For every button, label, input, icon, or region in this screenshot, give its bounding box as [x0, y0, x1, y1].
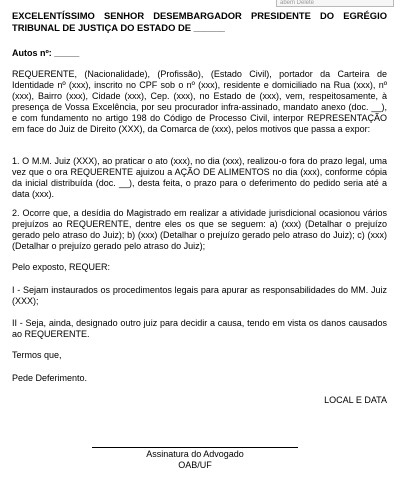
signature-line — [92, 447, 298, 448]
item-1-paragraph: 1. O M.M. Juiz (XXX), ao praticar o ato (xxx), no dia (xxx), realizou-o fora do prazo legal, uma vez que o ora REQUERENTE ajuizou a AÇÃO DE ALIMENTOS no dia (xxx), conforme cópia da inicial distribuída (doc. __), desta feita, o prazo para o deferimento do pedido seria até a data (xxx). — [12, 156, 387, 199]
item-2-paragraph: 2. Ocorre que, a desídia do Magistrado em realizar a atividade jurisdicional ocasionou vários prejuízos ao REQUERENTE, dentre eles os que se seguem: a) (xxx) (Detalhar o prejuízo gerado pelo atraso do Juiz); b) (xxx) (Detalhar o prejuízo gerado pelo atraso do Juiz); c) (xxx) (Detalhar o prejuízo gerado pelo atraso do Juiz); — [12, 208, 387, 251]
request-2-paragraph: II - Seja, ainda, designado outro juiz para decidir a causa, tendo em vista os danos causados ao REQUERENTE. — [12, 318, 387, 339]
oab-label: OAB/UF — [178, 460, 212, 470]
termos-text: Termos que, — [12, 350, 62, 360]
pede-deferimento-text: Pede Deferimento. — [12, 373, 88, 383]
address-bar: abem Delete — [276, 0, 394, 7]
autos-number: Autos nº: _____ — [12, 48, 80, 58]
pelo-exposto-text: Pelo exposto, REQUER: — [12, 262, 111, 272]
intro-paragraph: REQUERENTE, (Nacionalidade), (Profissão), (Estado Civil), portador da Carteira de Identidade nº (xxx), inscrito no CPF sob o nº (xxx), residente e domiciliado na Rua (xxx), nº (xxx), Bairro (xxx), Cidade (xxx), Cep. (xxx), no Estado de (xxx), vem, respeitosamente, à presença de Vossa Excelência, por seu procurador infra-assinado, mandato anexo (doc. __), e com fundamento no artigo 198 do Código de Processo Civil, interpor REPRESENTAÇÃO em face do Juiz de Direito (XXX), da Comarca de (xxx), pelos motivos que passa a expor: — [12, 69, 387, 134]
local-e-data: LOCAL E DATA — [324, 395, 387, 405]
lawyer-signature-label: Assinatura do Advogado — [146, 449, 244, 459]
document-heading: EXCELENTÍSSIMO SENHOR DESEMBARGADOR PRESIDENTE DO EGRÉGIO TRIBUNAL DE JUSTIÇA DO ESTADO DE ______ — [12, 10, 387, 33]
request-1-paragraph: I - Sejam instaurados os procedimentos legais para apurar as responsabilidades do MM. Juiz (XXX); — [12, 285, 387, 306]
